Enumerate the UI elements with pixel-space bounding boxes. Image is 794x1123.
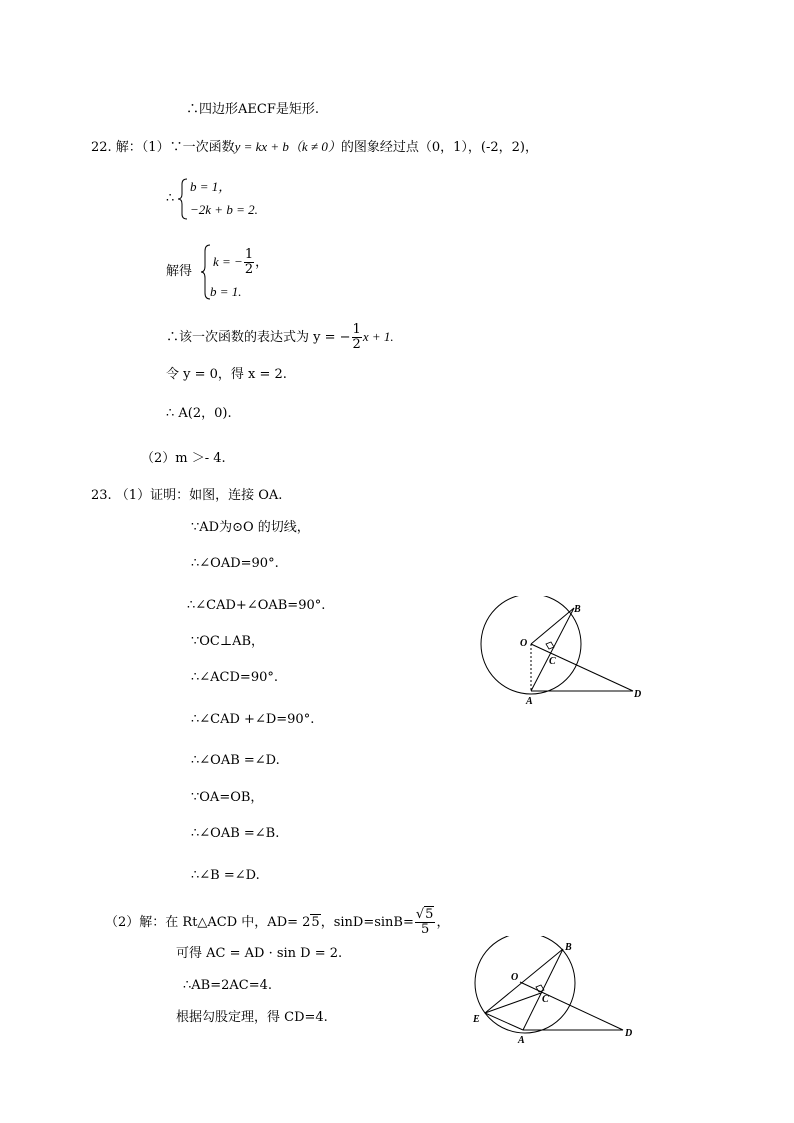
q23-part2-suffix: ， bbox=[436, 915, 450, 930]
expression-fraction bbox=[352, 323, 362, 352]
q22-line-1 bbox=[91, 138, 538, 157]
solution-k-fraction bbox=[244, 248, 254, 277]
point-a: ∴ A(2，0). bbox=[166, 406, 232, 421]
q22-function: y = kx + b（k ≠ 0） bbox=[234, 139, 341, 154]
figure1-line-oc bbox=[531, 644, 633, 691]
figure1-line-ob bbox=[531, 608, 574, 644]
solution-k-prefix: k = − bbox=[213, 254, 243, 269]
figure1-label-a: A bbox=[526, 696, 533, 707]
proof-step-3: ∴∠CAD+∠OAB=90°. bbox=[187, 598, 326, 613]
proof-step-9: ∴∠OAB =∠B. bbox=[191, 826, 280, 841]
system1-therefore: ∴ bbox=[166, 191, 175, 206]
q23-part2-line-2: 可得 AC = AD · sin D = 2. bbox=[176, 946, 343, 961]
solution-k bbox=[213, 248, 268, 277]
figure-1 bbox=[470, 596, 650, 711]
figure2-line-oc bbox=[520, 982, 623, 1030]
solution-k-denominator: 2 bbox=[244, 262, 254, 277]
figure-2 bbox=[465, 936, 645, 1051]
q23-part2-numerator: √5 bbox=[415, 907, 434, 922]
figure2-label-o: O bbox=[511, 972, 519, 983]
q23-part2-prefix: （2）解：在 Rt△ACD 中，AD= 2 bbox=[105, 915, 311, 930]
q22-tail: 的图象经过点（0，1），(-2，2)， bbox=[340, 140, 538, 155]
figure1-label-c: C bbox=[549, 656, 556, 667]
figure2-line-ab bbox=[523, 949, 563, 1030]
proof-step-6: ∴∠CAD +∠D=90°. bbox=[191, 712, 315, 727]
figure1-label-d: D bbox=[634, 689, 642, 700]
line-rectangle-conclusion: ∴四边形AECF是矩形. bbox=[186, 102, 319, 117]
solution-k-numerator: 1 bbox=[244, 247, 254, 262]
figure1-label-b: B bbox=[574, 604, 581, 615]
solution-b: b = 1. bbox=[210, 284, 242, 299]
system1-eq2: −2k + b = 2. bbox=[190, 202, 258, 217]
q23-head: 23. （1）证明：如图，连接 OA. bbox=[91, 488, 283, 503]
proof-step-7: ∴∠OAB =∠D. bbox=[191, 753, 280, 768]
expression-denominator: 2 bbox=[352, 337, 361, 352]
q23-part2-line-4: 根据勾股定理，得 CD=4. bbox=[176, 1010, 328, 1025]
proof-step-2: ∴∠OAD=90°. bbox=[191, 556, 279, 571]
expression-suffix: x + 1. bbox=[362, 329, 394, 344]
figure2-line-eb bbox=[485, 949, 563, 1013]
figure2-label-a: A bbox=[518, 1035, 525, 1046]
expression-numerator: 1 bbox=[352, 322, 361, 337]
q23-part2-mid: ，sinD=sinB= bbox=[320, 915, 414, 930]
q22-head: 22. 解：（1）∵一次函数 bbox=[91, 140, 235, 155]
q23-part2-line-1 bbox=[105, 908, 449, 937]
figure1-label-o: O bbox=[520, 638, 528, 649]
proof-step-8: ∵OA=OB， bbox=[191, 790, 264, 805]
proof-step-4: ∵OC⊥AB， bbox=[191, 634, 265, 649]
q23-part2-numerator-radicand: 5 bbox=[425, 907, 434, 922]
expression-line bbox=[166, 323, 394, 352]
q23-part2-fraction bbox=[415, 908, 436, 937]
figure2-label-c: C bbox=[542, 994, 549, 1005]
proof-step-1: ∵AD为⊙O 的切线， bbox=[191, 520, 310, 535]
proof-step-5: ∴∠ACD=90°. bbox=[191, 670, 278, 685]
let-y-zero: 令 y = 0，得 x = 2. bbox=[166, 367, 287, 382]
figure2-label-d: D bbox=[625, 1028, 633, 1039]
q22-part2: （2）m ＞- 4. bbox=[141, 451, 226, 466]
figure2-label-e: E bbox=[473, 1014, 480, 1025]
q23-part2-denominator: 5 bbox=[421, 922, 430, 937]
expression-prefix: ∴该一次函数的表达式为 y = − bbox=[166, 330, 351, 345]
proof-step-10: ∴∠B =∠D. bbox=[191, 868, 260, 883]
figure2-label-b: B bbox=[565, 942, 572, 953]
q23-part2-line-3: ∴AB=2AC=4. bbox=[183, 978, 273, 993]
solution-k-comma: ， bbox=[255, 255, 269, 270]
figure2-line-ea bbox=[485, 1013, 523, 1030]
solve-label: 解得 bbox=[166, 264, 193, 279]
q23-part2-sqrt bbox=[310, 914, 320, 930]
system1-brace bbox=[178, 178, 188, 220]
system1-eq1: b = 1， bbox=[190, 179, 232, 194]
q23-part2-sqrt-value: 5 bbox=[311, 915, 320, 930]
